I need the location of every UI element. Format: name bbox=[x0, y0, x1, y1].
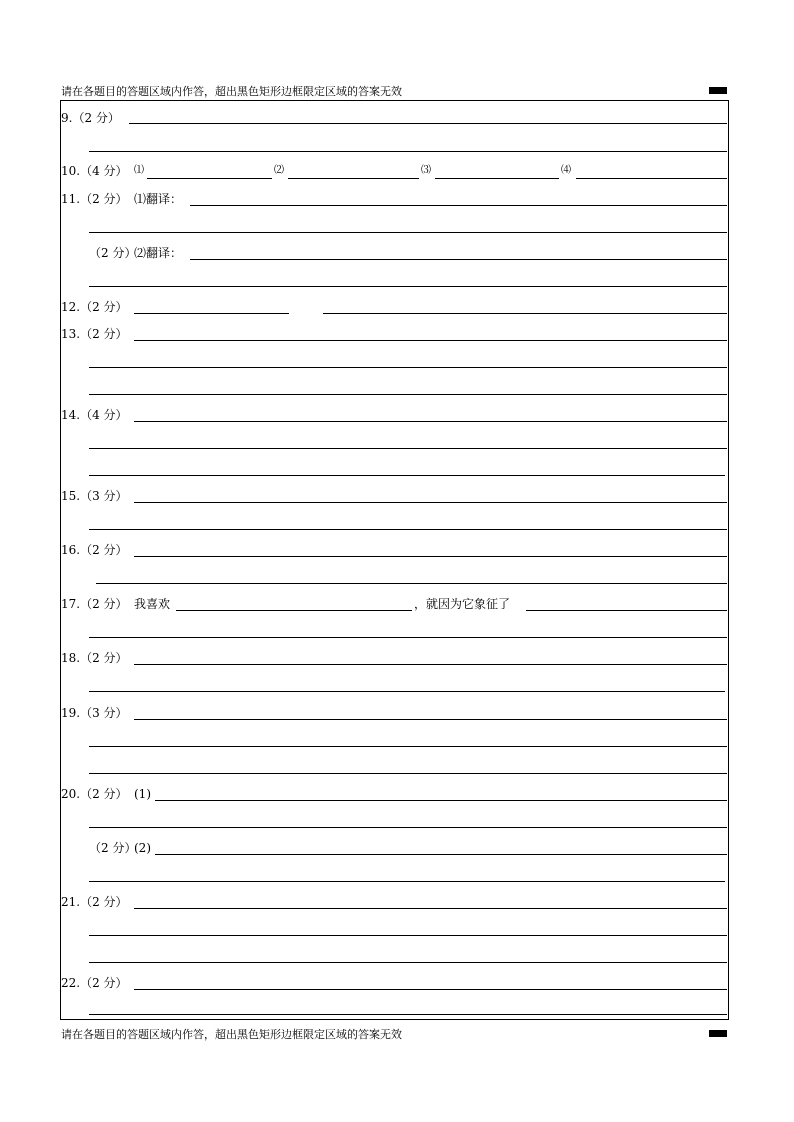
q11-label: 11.（2 分） bbox=[61, 192, 128, 206]
q17-answer-line-2[interactable] bbox=[89, 637, 727, 638]
q9-answer-line-1[interactable] bbox=[129, 123, 727, 124]
q18-answer-line-2[interactable] bbox=[89, 691, 725, 692]
q20-part1-label: (1) bbox=[134, 787, 151, 801]
q17-blank-2[interactable] bbox=[526, 610, 727, 611]
footer-notice: 请在各题目的答题区域内作答，超出黑色矩形边框限定区域的答案无效 bbox=[61, 1028, 402, 1041]
q10-blank-4[interactable] bbox=[576, 178, 727, 179]
q16-label: 16.（2 分） bbox=[61, 543, 128, 557]
q15-answer-line-2[interactable] bbox=[89, 529, 727, 530]
q16-answer-line-1[interactable] bbox=[134, 556, 727, 557]
q13-answer-line-3[interactable] bbox=[89, 394, 727, 395]
q19-answer-line-3[interactable] bbox=[89, 773, 727, 774]
q21-answer-line-2[interactable] bbox=[89, 935, 727, 936]
q19-answer-line-1[interactable] bbox=[134, 719, 727, 720]
header-notice: 请在各题目的答题区域内作答，超出黑色矩形边框限定区域的答案无效 bbox=[61, 85, 402, 98]
q20-label: 20.（2 分） bbox=[61, 787, 128, 801]
q15-answer-line-1[interactable] bbox=[134, 502, 727, 503]
q17-label: 17.（2 分） bbox=[61, 597, 128, 611]
q11-part2-label: ⑵翻译： bbox=[134, 246, 183, 260]
top-alignment-marker bbox=[709, 87, 727, 94]
q17-blank-1[interactable] bbox=[176, 610, 412, 611]
q11-part2-score: （2 分） bbox=[89, 246, 137, 260]
q11-part1-line-1[interactable] bbox=[190, 205, 727, 206]
q20-part1-line-1[interactable] bbox=[155, 800, 727, 801]
q10-sub1-label: ⑴ bbox=[134, 165, 144, 176]
q21-answer-line-3[interactable] bbox=[89, 962, 727, 963]
q18-label: 18.（2 分） bbox=[61, 651, 128, 665]
q11-part2-line-2[interactable] bbox=[89, 286, 727, 287]
q11-part1-line-2[interactable] bbox=[89, 232, 727, 233]
q13-label: 13.（2 分） bbox=[61, 327, 128, 341]
q9-label: 9.（2 分） bbox=[61, 111, 120, 125]
q11-part1-label: ⑴翻译： bbox=[134, 192, 183, 206]
q21-label: 21.（2 分） bbox=[61, 895, 128, 909]
q22-answer-line-2[interactable] bbox=[89, 1014, 727, 1015]
q10-sub4-label: ⑷ bbox=[561, 165, 571, 176]
q14-answer-line-3[interactable] bbox=[89, 475, 725, 476]
answer-area-frame bbox=[60, 100, 729, 1020]
q10-blank-1[interactable] bbox=[147, 178, 272, 179]
q21-answer-line-1[interactable] bbox=[134, 908, 727, 909]
q20-part1-line-2[interactable] bbox=[89, 827, 727, 828]
q10-sub3-label: ⑶ bbox=[421, 165, 431, 176]
q19-answer-line-2[interactable] bbox=[89, 746, 727, 747]
q20-part2-line-1[interactable] bbox=[155, 854, 727, 855]
q19-label: 19.（3 分） bbox=[61, 706, 128, 720]
q12-label: 12.（2 分） bbox=[61, 300, 128, 314]
q12-blank-1[interactable] bbox=[134, 313, 289, 314]
q12-blank-2[interactable] bbox=[323, 313, 727, 314]
q14-answer-line-1[interactable] bbox=[134, 421, 727, 422]
q14-answer-line-2[interactable] bbox=[89, 448, 727, 449]
q22-answer-line-1[interactable] bbox=[134, 989, 727, 990]
q14-label: 14.（4 分） bbox=[61, 408, 128, 422]
q17-text-2: ，就因为它象征了 bbox=[414, 597, 511, 611]
q17-text-1: 我喜欢 bbox=[134, 597, 171, 611]
q13-answer-line-2[interactable] bbox=[89, 367, 727, 368]
q13-answer-line-1[interactable] bbox=[134, 340, 727, 341]
q22-label: 22.（2 分） bbox=[61, 976, 128, 990]
q15-label: 15.（3 分） bbox=[61, 489, 128, 503]
q20-part2-label: (2) bbox=[134, 841, 151, 855]
q10-blank-3[interactable] bbox=[435, 178, 559, 179]
q20-part2-score: （2 分） bbox=[89, 841, 137, 855]
q10-blank-2[interactable] bbox=[288, 178, 419, 179]
q11-part2-line-1[interactable] bbox=[190, 259, 727, 260]
q9-answer-line-2[interactable] bbox=[89, 151, 727, 152]
q18-answer-line-1[interactable] bbox=[134, 664, 727, 665]
q10-label: 10.（4 分） bbox=[61, 164, 128, 178]
q16-answer-line-2[interactable] bbox=[96, 583, 727, 584]
q10-sub2-label: ⑵ bbox=[274, 165, 284, 176]
q20-part2-line-2[interactable] bbox=[89, 881, 725, 882]
bottom-alignment-marker bbox=[709, 1030, 727, 1037]
